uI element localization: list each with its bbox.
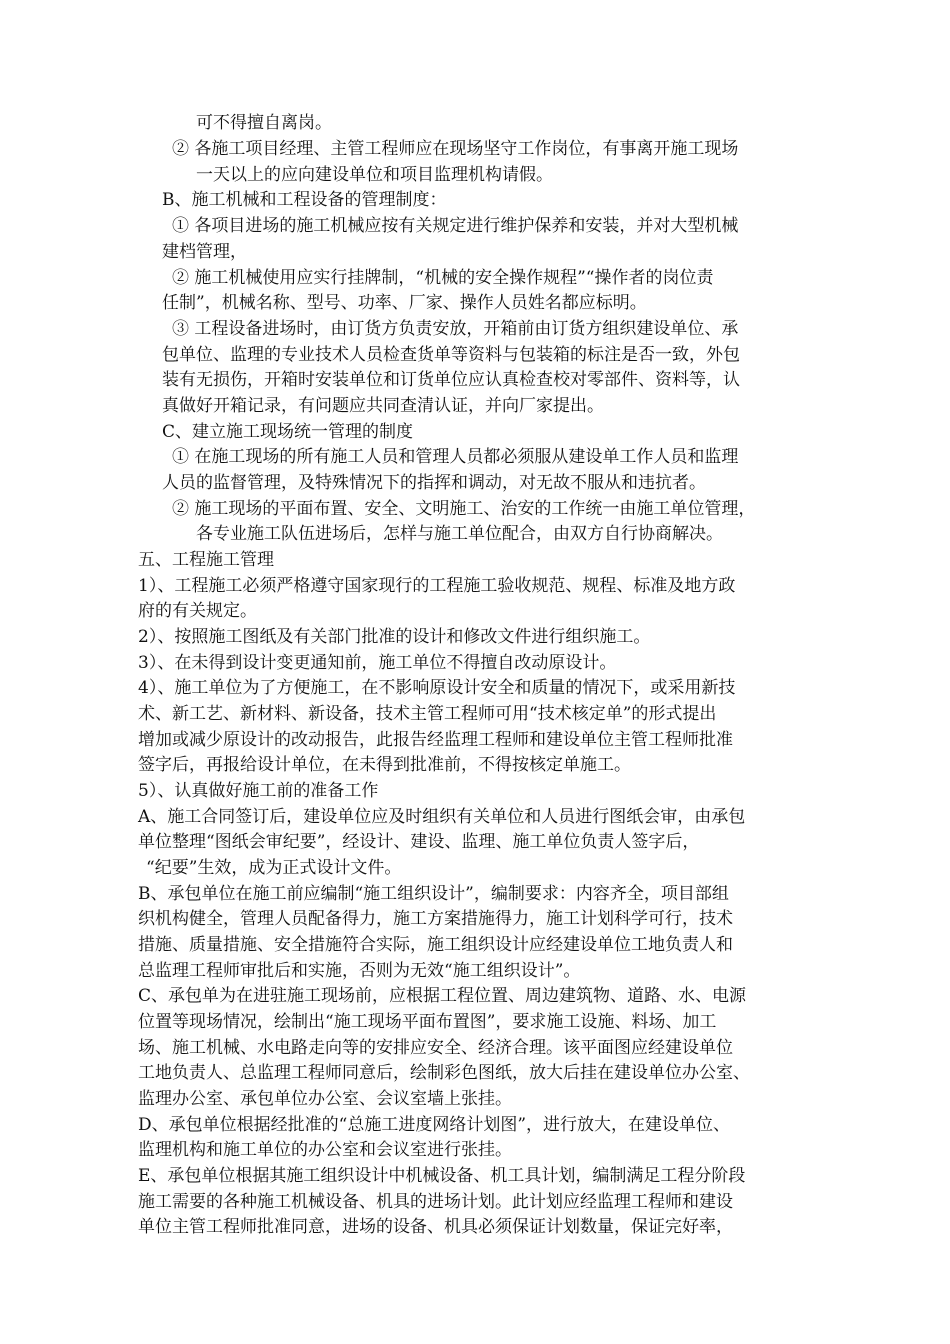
text-line: 人员的监督管理，及特殊情况下的指挥和调动，对无故不服从和违抗者。 bbox=[162, 473, 706, 493]
text-line: 4）、施工单位为了方便施工，在不影响原设计安全和质量的情况下，或采用新技 bbox=[138, 678, 736, 698]
text-line: 场、施工机械、水电路走向等的安排应安全、经济合理。该平面图应经建设单位 bbox=[138, 1038, 733, 1058]
text-line: D、承包单位根据经批准的“总施工进度网络计划图”，进行放大，在建设单位、 bbox=[138, 1115, 731, 1135]
text-line: 施工需要的各种施工机械设备、机具的进场计划。此计划应经监理工程师和建设 bbox=[138, 1192, 733, 1212]
chapter-heading: 五、工程施工管理 bbox=[138, 550, 274, 570]
text-line: 府的有关规定。 bbox=[138, 601, 257, 621]
text-line: ③ 工程设备进场时，由订货方负责安放，开箱前由订货方组织建设单位、承 bbox=[172, 319, 739, 339]
text-line: 包单位、监理的专业技术人员检查货单等资料与包装箱的标注是否一致，外包 bbox=[162, 345, 740, 365]
text-line: 2）、按照施工图纸及有关部门批准的设计和修改文件进行组织施工。 bbox=[138, 627, 651, 647]
text-line: 工地负责人、总监理工程师同意后，绘制彩色图纸，放大后挂在建设单位办公室、 bbox=[138, 1063, 750, 1083]
text-line: 3）、在未得到设计变更通知前，施工单位不得擅自改动原设计。 bbox=[138, 653, 617, 673]
text-line: ① 在施工现场的所有施工人员和管理人员都必须服从建设单工作人员和监理 bbox=[172, 447, 739, 467]
text-line: 单位主管工程师批准同意，进场的设备、机具必须保证计划数量，保证完好率， bbox=[138, 1217, 733, 1237]
text-line: 建档管理， bbox=[162, 242, 247, 262]
text-line: 位置等现场情况，绘制出“施工现场平面布置图”，要求施工设施、料场、加工 bbox=[138, 1012, 717, 1032]
text-line: 可不得擅自离岗。 bbox=[196, 113, 332, 133]
text-line: 任制”，机械名称、型号、功率、厂家、操作人员姓名都应标明。 bbox=[162, 293, 647, 313]
text-line: A、施工合同签订后，建设单位应及时组织有关单位和人员进行图纸会审，由承包 bbox=[138, 807, 746, 827]
text-line: 措施、质量措施、安全措施符合实际，施工组织设计应经建设单位工地负责人和 bbox=[138, 935, 733, 955]
text-line: 监理机构和施工单位的办公室和会议室进行张挂。 bbox=[138, 1140, 512, 1160]
text-line: 监理办公室、承包单位办公室、会议室墙上张挂。 bbox=[138, 1089, 512, 1109]
text-line: 一天以上的应向建设单位和项目监理机构请假。 bbox=[196, 165, 553, 185]
text-line: 1）、工程施工必须严格遵守国家现行的工程施工验收规范、规程、标准及地方政 bbox=[138, 576, 736, 596]
text-line: 各专业施工队伍进场后，怎样与施工单位配合，由双方自行协商解决。 bbox=[196, 524, 723, 544]
text-line: 术、新工艺、新材料、新设备，技术主管工程师可用“技术核定单”的形式提出 bbox=[138, 704, 717, 724]
text-line: “纪要”生效，成为正式设计文件。 bbox=[146, 858, 402, 878]
text-line: ② 施工机械使用应实行挂牌制，“机械的安全操作规程”“操作者的岗位责 bbox=[172, 268, 714, 288]
text-line: 真做好开箱记录，有问题应共同查清认证，并向厂家提出。 bbox=[162, 396, 604, 416]
text-line: ② 各施工项目经理、主管工程师应在现场坚守工作岗位，有事离开施工现场 bbox=[172, 139, 739, 159]
text-line: 签字后，再报给设计单位，在未得到批准前，不得按核定单施工。 bbox=[138, 755, 631, 775]
text-line: B、承包单位在施工前应编制“施工组织设计”，编制要求：内容齐全，项目部组 bbox=[138, 884, 729, 904]
text-line: 增加或减少原设计的改动报告，此报告经监理工程师和建设单位主管工程师批准 bbox=[138, 730, 733, 750]
text-line: ① 各项目进场的施工机械应按有关规定进行维护保养和安装，并对大型机械 bbox=[172, 216, 739, 236]
section-heading: C、建立施工现场统一管理的制度 bbox=[162, 422, 414, 442]
section-heading: B、施工机械和工程设备的管理制度： bbox=[162, 190, 447, 210]
section-heading: 5）、认真做好施工前的准备工作 bbox=[138, 781, 379, 801]
text-line: 织机构健全，管理人员配备得力，施工方案措施得力，施工计划科学可行，技术 bbox=[138, 909, 733, 929]
text-line: ② 施工现场的平面布置、安全、文明施工、治安的工作统一由施工单位管理， bbox=[172, 499, 756, 519]
text-line: 总监理工程师审批后和实施，否则为无效“施工组织设计”。 bbox=[138, 961, 581, 981]
text-line: 单位整理“图纸会审纪要”，经设计、建设、监理、施工单位负责人签字后， bbox=[138, 832, 700, 852]
text-line: 装有无损伤，开箱时安装单位和订货单位应认真检查校对零部件、资料等，认 bbox=[162, 370, 740, 390]
text-line: E、承包单位根据其施工组织设计中机械设备、机工具计划，编制满足工程分阶段 bbox=[138, 1166, 746, 1186]
text-line: C、承包单为在进驻施工现场前，应根据工程位置、周边建筑物、道路、水、电源 bbox=[138, 986, 747, 1006]
